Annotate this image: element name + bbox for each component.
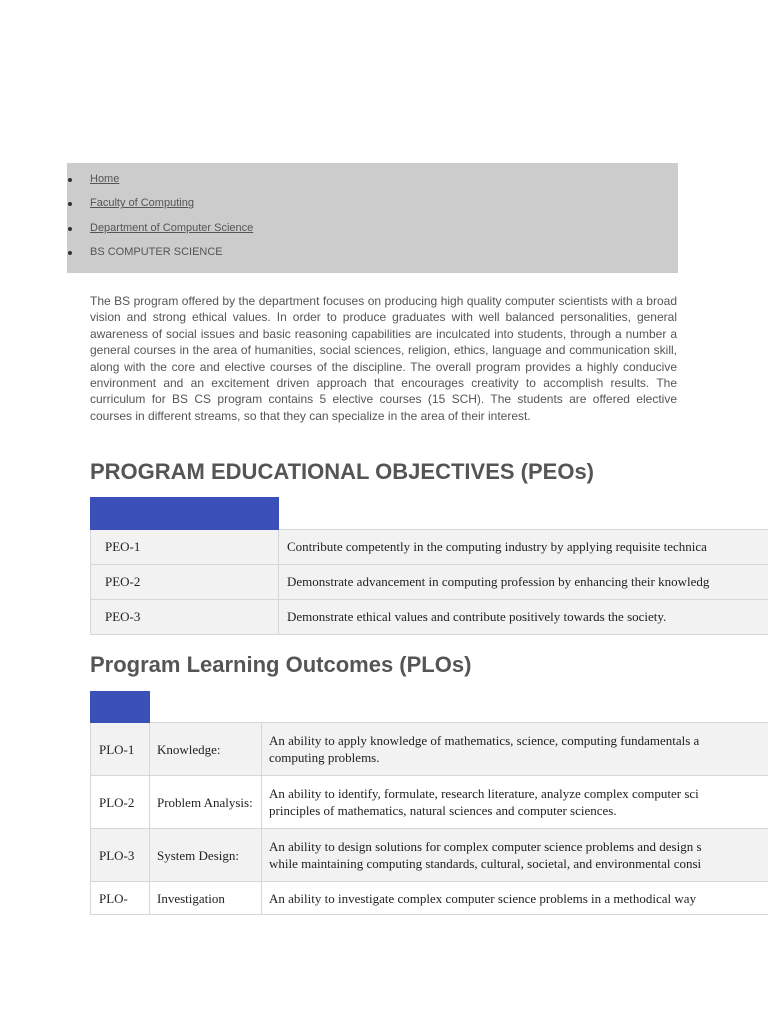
table-row [91,882,768,915]
plo-description-line: while maintaining computing standards, cultural, societal, and environmental consi [269,856,702,871]
peo-code: PEO-3 [91,600,279,635]
breadcrumb-item-department [67,220,678,244]
plo-description-line: computing problems. [269,750,380,765]
plo-code: PLO-1 [91,723,150,776]
plo-header-empty [262,692,768,723]
plo-title: Investigation [150,882,262,915]
breadcrumb-item-faculty [67,195,678,219]
intro-paragraph: The BS program offered by the department focuses on producing high quality computer scientists with a broad vision and strong ethical values. In order to produce graduates with well balanced personalities, general awareness of social issues and basic reasoning capabilities are inculcated into students, through a number a general courses in the area of humanities, social sciences, religion, ethics, language and communication skill, along with the core and elective courses of the discipline. The overall program provides a highly conducive environment and an excitement driven approach that encourages creativity to accomplish results. The curriculum for BS CS program contains 5 elective courses (15 SCH). The students are offered elective courses in different streams, so that they can specialize in the area of their interest. [90,294,677,423]
plo-description-line: An ability to investigate complex computer science problems in a methodical way [269,890,697,906]
breadcrumb [67,163,678,273]
bullet-icon [68,202,72,206]
plo-table-header [91,692,768,723]
plo-code: PLO- [91,882,150,915]
peo-text: Contribute competently in the computing industry by applying requisite technica [279,530,768,565]
bullet-icon [68,251,72,255]
plo-header-cell [91,692,150,723]
peo-heading: PROGRAM EDUCATIONAL OBJECTIVES (PEOs) [90,459,595,484]
plo-description-line: An ability to design solutions for complex computer science problems and design s [269,839,702,854]
plo-description-line: An ability to identify, formulate, research literature, analyze complex computer sci [269,786,699,801]
bullet-icon [68,227,72,231]
table-row [91,829,768,882]
plo-description-line: principles of mathematics, natural sciences and computer sciences. [269,803,617,818]
breadcrumb-item-home [67,171,678,195]
plo-description [262,776,768,829]
plo-description [262,723,768,776]
peo-table-header [91,498,768,530]
table-row [91,565,768,600]
peo-header-empty [279,498,768,530]
bullet-icon [68,178,72,182]
breadcrumb-link-faculty[interactable]: Faculty of Computing [90,197,194,210]
peo-code: PEO-2 [91,565,279,600]
peo-text: Demonstrate advancement in computing profession by enhancing their knowledg [279,565,768,600]
peo-table [90,497,768,635]
plo-title: Knowledge: [150,723,262,776]
table-row [91,723,768,776]
table-row [91,600,768,635]
plo-title: Problem Analysis: [150,776,262,829]
plo-description [262,882,768,915]
plo-header-empty [150,692,262,723]
table-row [91,776,768,829]
breadcrumb-item-current [67,244,678,268]
peo-header-cell [91,498,279,530]
peo-code: PEO-1 [91,530,279,565]
plo-table [90,691,768,915]
plo-heading: Program Learning Outcomes (PLOs) [90,652,472,677]
plo-description-line: An ability to apply knowledge of mathematics, science, computing fundamentals a [269,733,700,748]
breadcrumb-link-home[interactable]: Home [90,173,120,185]
plo-code: PLO-2 [91,776,150,829]
plo-title: System Design: [150,829,262,882]
peo-text: Demonstrate ethical values and contribute positively towards the society. [279,600,768,635]
breadcrumb-link-department[interactable]: Department of Computer Science [90,221,254,234]
plo-description [262,829,768,882]
breadcrumb-current-label: BS COMPUTER SCIENCE [90,246,223,259]
plo-code: PLO-3 [91,829,150,882]
table-row [91,530,768,565]
